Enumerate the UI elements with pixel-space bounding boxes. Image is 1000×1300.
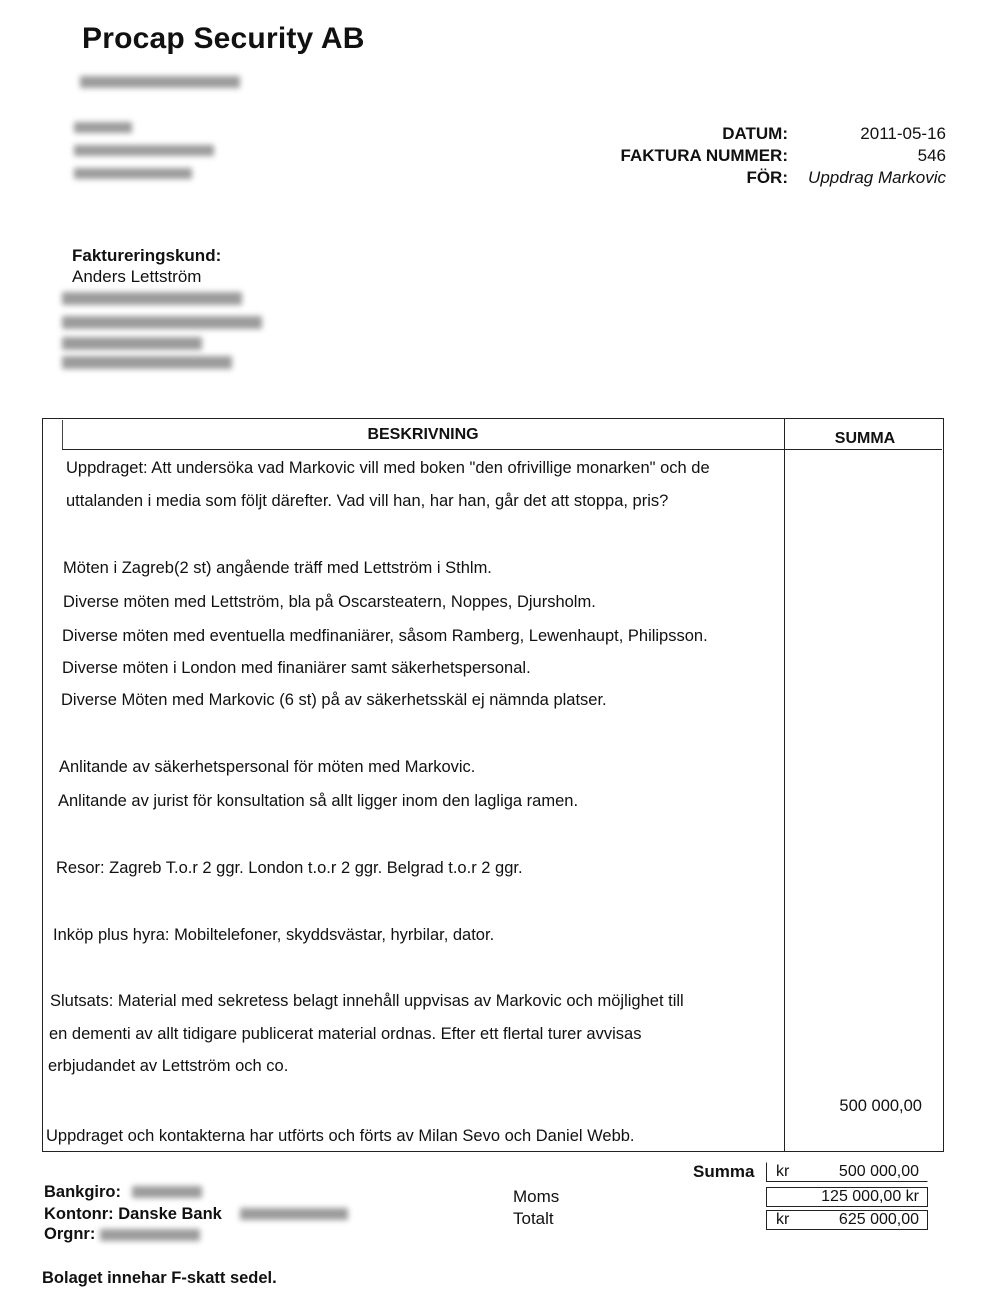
invoice-number-value: 546 xyxy=(917,146,946,165)
description-line: Uppdraget: Att undersöka vad Markovic vill med boken "den ofrivillige monarken" och de xyxy=(66,459,710,477)
moms-label: Moms xyxy=(513,1187,560,1206)
description-line: Diverse möten med Lettström, bla på Oscarsteatern, Noppes, Djursholm. xyxy=(63,593,596,611)
redacted-customer-line-1 xyxy=(62,292,242,305)
description-line: Anlitande av säkerhetspersonal för möten med Markovic. xyxy=(59,758,476,776)
description-line: Uppdraget och kontakterna har utförts och förts av Milan Sevo och Daniel Webb. xyxy=(46,1127,635,1145)
summa-value: 500 000,00 xyxy=(838,1163,919,1180)
redacted-customer-line-2 xyxy=(62,316,262,329)
description-line: uttalanden i media som följt därefter. Vad vill han, har han, går det att stoppa, pris? xyxy=(66,492,669,510)
redacted-company-info xyxy=(80,76,240,88)
table-column-divider xyxy=(784,418,785,1152)
description-line: Diverse möten med eventuella medfinaniärer, såsom Ramberg, Lewenhaupt, Philipsson. xyxy=(62,627,708,645)
date-label: DATUM: xyxy=(722,124,788,143)
invoice-number-label: FAKTURA NUMMER: xyxy=(620,146,788,165)
description-line: Möten i Zagreb(2 st) angående träff med Lettström i Sthlm. xyxy=(63,559,492,577)
moms-box xyxy=(766,1187,928,1207)
redacted-orgnr xyxy=(100,1229,200,1241)
redacted-bankgiro xyxy=(132,1186,202,1198)
date-value: 2011-05-16 xyxy=(860,124,946,143)
for-label: FÖR: xyxy=(746,168,788,187)
description-line: Inköp plus hyra: Mobiltelefoner, skyddsvästar, hyrbilar, dator. xyxy=(53,926,495,944)
orgnr-label: Orgnr: xyxy=(44,1225,96,1243)
summa-currency: kr xyxy=(776,1163,790,1180)
line-item-sum: 500 000,00 xyxy=(839,1097,922,1115)
redacted-address-line-1 xyxy=(74,122,132,133)
description-line: Slutsats: Material med sekretess belagt innehåll uppvisas av Markovic och möjlighet till xyxy=(50,992,684,1010)
bankgiro-label: Bankgiro: xyxy=(44,1183,122,1201)
description-line: Diverse möten i London med finaniärer samt säkerhetspersonal. xyxy=(62,659,531,677)
company-name: Procap Security AB xyxy=(82,22,365,55)
description-line: Anlitande av jurist för konsultation så allt ligger inom den lagliga ramen. xyxy=(58,792,579,810)
sum-header: SUMMA xyxy=(834,430,896,447)
summa-box xyxy=(766,1162,928,1182)
description-line: en dementi av allt tidigare publicerat material ordnas. Efter ett flertal turer avvisas xyxy=(49,1025,642,1043)
f-skatt-note: Bolaget innehar F-skatt sedel. xyxy=(42,1269,277,1287)
billing-customer-name: Anders Lettström xyxy=(72,267,202,286)
kontonr-label: Kontonr: Danske Bank xyxy=(44,1205,222,1223)
moms-value: 125 000,00 kr xyxy=(821,1188,919,1205)
billing-customer-title: Faktureringskund: xyxy=(72,246,222,265)
description-line: Diverse Möten med Markovic (6 st) på av säkerhetsskäl ej nämnda platser. xyxy=(61,691,607,709)
description-line: Resor: Zagreb T.o.r 2 ggr. London t.o.r 2 ggr. Belgrad t.o.r 2 ggr. xyxy=(56,859,523,877)
summa-label: Summa xyxy=(693,1162,755,1181)
description-header: BESKRIVNING xyxy=(367,426,479,443)
table-header-divider xyxy=(62,449,942,450)
description-line: erbjudandet av Lettström och co. xyxy=(48,1057,289,1075)
redacted-kontonr xyxy=(240,1208,348,1220)
totalt-label: Totalt xyxy=(513,1209,554,1228)
totalt-box xyxy=(766,1210,928,1230)
for-value: Uppdrag Markovic xyxy=(808,168,946,187)
redacted-customer-line-4 xyxy=(62,356,232,369)
redacted-customer-line-3 xyxy=(62,337,202,350)
totalt-value: 625 000,00 xyxy=(838,1211,919,1228)
redacted-address-line-3 xyxy=(74,168,192,179)
redacted-address-line-2 xyxy=(74,145,214,156)
totalt-currency: kr xyxy=(776,1211,790,1228)
